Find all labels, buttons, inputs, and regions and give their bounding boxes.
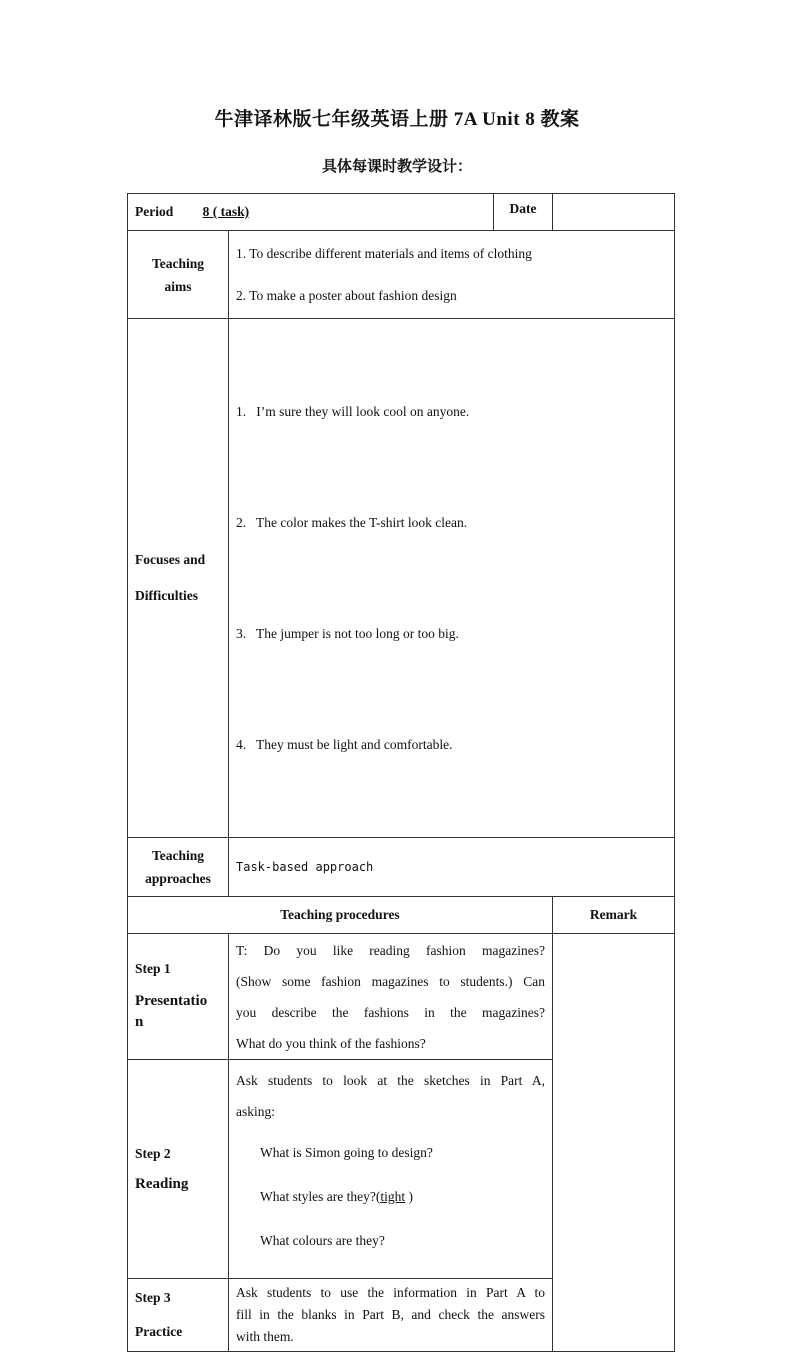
question-answer: tight: [380, 1189, 406, 1204]
focus-item: 3. The jumper is not too long or too big.: [236, 626, 459, 641]
step3-label: [128, 1279, 229, 1352]
aim-item: 1. To describe different materials and items of clothing: [236, 245, 532, 261]
approaches-label: [128, 838, 229, 897]
remark-cell[interactable]: [553, 934, 675, 1352]
focus-item: 4. They must be light and comfortable.: [236, 737, 453, 752]
period-row: [128, 194, 675, 231]
aims-label: [128, 231, 229, 319]
procedures-header-row: [128, 897, 675, 934]
aims-row: [128, 231, 675, 319]
step3-line: with them.: [236, 1329, 294, 1344]
focuses-content: [229, 319, 675, 838]
step3-name: Practice: [135, 1324, 183, 1339]
step1-number: Step 1: [135, 960, 171, 976]
focuses-label: [128, 319, 229, 838]
step1-name-2: n: [135, 1013, 144, 1030]
aims-label-line-1: Teaching: [151, 255, 205, 271]
period-value: 8 ( task): [202, 204, 250, 219]
procedures-header: Teaching procedures: [128, 897, 553, 934]
period-label: Period: [135, 204, 174, 219]
date-label: Date: [494, 194, 553, 231]
step1-label: [128, 934, 229, 1060]
approaches-label-line-1: Teaching: [151, 848, 205, 863]
step2-number: Step 2: [135, 1145, 171, 1161]
approaches-row: [128, 838, 675, 897]
approaches-value: Task-based approach: [229, 838, 675, 897]
step2-question: [236, 1175, 545, 1219]
lesson-plan-table: [127, 193, 675, 1352]
aim-item: 2. To make a poster about fashion design: [236, 287, 457, 303]
aims-content: [229, 231, 675, 319]
focuses-label-line-2: Difficulties: [135, 588, 198, 603]
document-subtitle: 具体每课时教学设计：: [321, 159, 472, 175]
step1-content: [229, 934, 553, 1060]
focus-item: 1. I’m sure they will look cool on anyone.: [236, 404, 470, 419]
step2-label: [128, 1060, 229, 1279]
approaches-label-line-2: approaches: [145, 871, 211, 886]
remark-header: Remark: [553, 897, 675, 934]
period-cell: [128, 194, 494, 231]
question-text: What styles are they?(: [260, 1189, 381, 1204]
step3-number: Step 3: [135, 1290, 171, 1305]
document-title: 牛津译林版七年级英语上册 7A Unit 8 教案: [214, 109, 580, 130]
focus-item: 2. The color makes the T-shirt look clean.: [236, 515, 468, 530]
step2-name: Reading: [135, 1175, 189, 1192]
step1-row: [128, 934, 675, 1060]
step3-content: [229, 1279, 553, 1352]
focuses-row: [128, 319, 675, 838]
step1-line: What do you think of the fashions?: [236, 1035, 426, 1051]
step2-intro: asking:: [236, 1104, 275, 1119]
focuses-label-line-1: Focuses and: [135, 552, 206, 567]
step2-question: What is Simon going to design?: [260, 1145, 433, 1160]
aims-label-line-2: aims: [164, 278, 192, 294]
step1-line: T: Do you like reading fashion magazines?: [236, 942, 545, 958]
step2-question: What colours are they?: [260, 1233, 385, 1248]
step1-line: (Show some fashion magazines to students.) Can: [236, 973, 545, 989]
step2-content: [229, 1060, 553, 1279]
step1-name-1: Presentatio: [135, 992, 208, 1009]
step3-line: Ask students to use the information in Part A to: [236, 1285, 545, 1300]
step3-line: fill in the blanks in Part B, and check the answers: [236, 1307, 545, 1322]
question-text: ): [405, 1189, 413, 1204]
date-value[interactable]: [553, 194, 675, 231]
step2-intro: Ask students to look at the sketches in Part A,: [236, 1073, 545, 1088]
step1-line: you describe the fashions in the magazines?: [236, 1004, 545, 1020]
